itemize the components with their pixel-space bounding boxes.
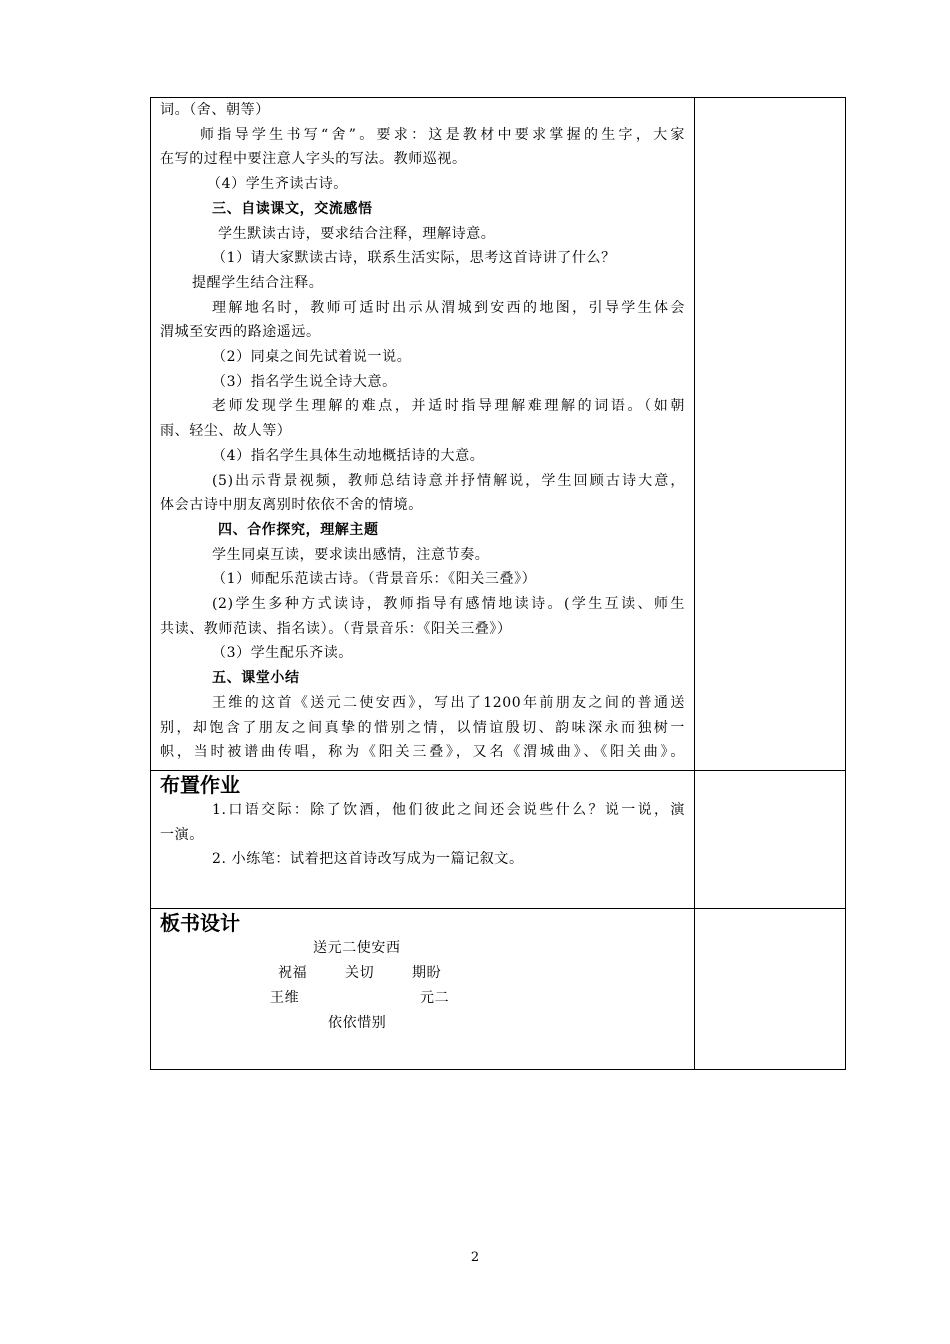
lesson-plan-table [150, 97, 846, 1070]
text-line: (5)出示背景视频，教师总结诗意并抒情解说，学生回顾古诗大意， [212, 472, 685, 489]
remarks-cell [695, 909, 845, 1069]
remarks-cell [695, 98, 845, 770]
text-line: 1.口语交际：除了饮酒，他们彼此之间还会说些什么？说一说，演 [212, 802, 685, 818]
board-theme: 依依惜别 [328, 1015, 387, 1031]
text-line: （4）指名学生具体生动地概括诗的大意。 [212, 447, 485, 464]
text-line: 2. 小练笔：试着把这首诗改写成为一篇记叙文。 [212, 851, 524, 868]
board-word: 关切 [345, 965, 375, 981]
board-word: 祝福 [278, 965, 308, 981]
text-line: 学生默读古诗，要求结合注释，理解诗意。 [218, 225, 496, 242]
lesson-process-row [151, 98, 845, 770]
text-line: 雨、轻尘、故人等） [160, 423, 292, 440]
board-poem-title: 送元二使安西 [313, 940, 401, 956]
text-line: （1）师配乐范读古诗。（背景音乐：《阳关三叠》） [212, 571, 537, 588]
text-line: 学生同桌互读，要求读出感情，注意节奏。 [212, 546, 490, 563]
text-line: （3）学生配乐齐读。 [212, 645, 353, 662]
text-line: 体会古诗中朋友离别时依依不舍的情境。 [160, 497, 423, 514]
text-line: （1）请大家默读古诗，联系生活实际，思考这首诗讲了什么？ [212, 250, 616, 267]
board-design-row [151, 908, 845, 1069]
text-line: 别，却饱含了朋友之间真挚的惜别之情，以情谊殷切、韵味深永而独树一 [160, 719, 685, 736]
homework-title: 布置作业 [160, 773, 240, 797]
text-line: 王维的这首《送元二使安西》，写出了1200年前朋友之间的普通送 [212, 694, 685, 711]
text-line: （4）学生齐读古诗。 [207, 176, 348, 193]
text-line: 理解地名时，教师可适时出示从渭城到安西的地图，引导学生体会 [212, 299, 685, 316]
homework-row [151, 770, 845, 908]
text-line: （3）指名学生说全诗大意。 [212, 373, 397, 390]
board-friend: 元二 [420, 990, 450, 1006]
section-heading: 三、自读课文，交流感悟 [212, 200, 373, 217]
text-line: 提醒学生结合注释。 [192, 274, 324, 291]
board-title: 板书设计 [160, 911, 240, 935]
text-line: 老师发现学生理解的难点，并适时指导理解难理解的词语。（如朝 [212, 398, 685, 415]
board-word: 期盼 [412, 965, 442, 981]
text-line: 帜，当时被谱曲传唱，称为《阳关三叠》，又名《渭城曲》、《阳关曲》。 [160, 744, 685, 761]
text-line: 在写的过程中要注意人字头的写法。教师巡视。 [160, 151, 467, 168]
section-heading: 四、合作探究，理解主题 [218, 521, 379, 538]
text-line: 渭城至安西的路途遥远。 [160, 324, 321, 341]
text-line: 一演。 [160, 826, 204, 843]
board-design-cell [151, 909, 695, 1069]
homework-cell [151, 771, 695, 908]
text-line: （2）同桌之间先试着说一说。 [212, 349, 412, 366]
board-poet: 王维 [270, 990, 300, 1006]
text-line: 共读、教师范读、指名读）。（背景音乐：《阳关三叠》） [160, 620, 512, 637]
lesson-process-cell [151, 98, 695, 770]
text-line: 词。（舍、朝等） [160, 102, 270, 118]
page-number: 2 [470, 1250, 480, 1265]
remarks-cell [695, 771, 845, 908]
section-heading: 五、课堂小结 [212, 670, 300, 687]
text-line: (2)学生多种方式读诗，教师指导有感情地读诗。(学生互读、师生 [212, 596, 685, 613]
text-line: 师指导学生书写“舍”。要求：这是教材中要求掌握的生字，大家 [200, 126, 685, 143]
